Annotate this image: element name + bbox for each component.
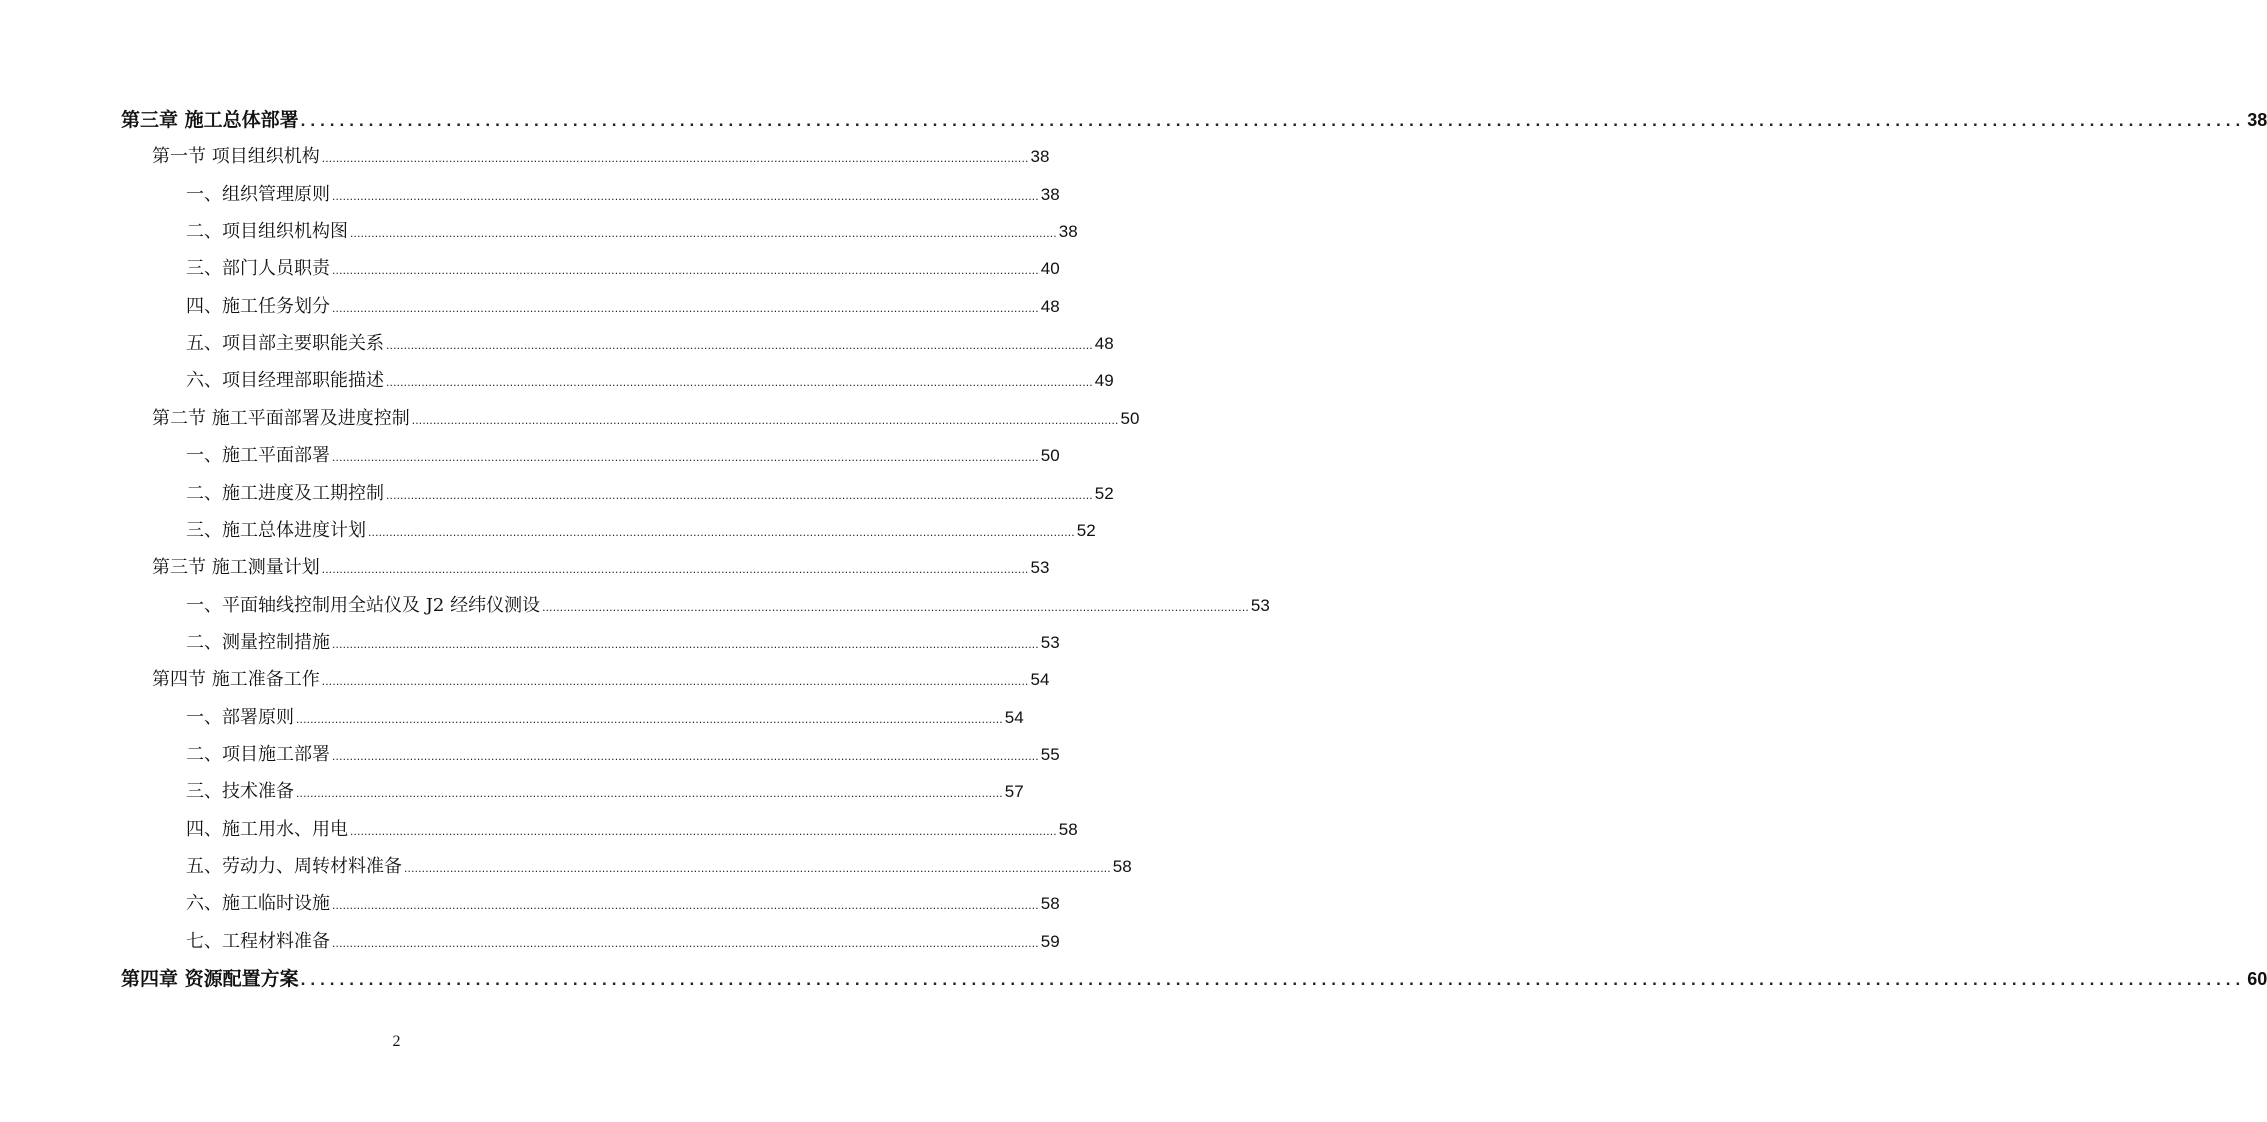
toc-entry-item[interactable]: [186, 627, 1060, 655]
toc-entry-page: 38: [1030, 147, 1050, 167]
toc-entry-page: 55: [1040, 744, 1060, 764]
toc-entry-item[interactable]: [186, 776, 1024, 804]
dot-leader: ........................................................................................................................................................................................................: [404, 861, 1111, 875]
toc-entry-label: 一、部署原则: [186, 706, 294, 728]
dot-leader: ........................................................................................................................................................................................................: [332, 263, 1039, 278]
toc-entry-page: 49: [1094, 371, 1114, 391]
dot-leader: ........................................................................................................................................................................................................: [321, 562, 1029, 577]
toc-entry-item[interactable]: [186, 702, 1024, 730]
toc-entry-label: 三、部门人员职责: [186, 258, 330, 280]
toc-entry-page: 38: [2247, 110, 2267, 130]
toc-entry-page: 52: [1076, 520, 1096, 540]
toc-entry-label: 三、技术准备: [186, 781, 294, 803]
toc-entry-item[interactable]: [186, 814, 1078, 842]
toc-entry-label: 一、组织管理原则: [186, 183, 330, 205]
toc-entry-item[interactable]: [186, 365, 1114, 393]
toc-entry-label: 四、施工用水、用电: [186, 818, 348, 840]
toc-entry-item[interactable]: [186, 478, 1114, 506]
toc-entry-item[interactable]: [186, 179, 1060, 207]
toc-entry-item[interactable]: [186, 590, 1270, 618]
toc-entry-label: 四、施工任务划分: [186, 295, 330, 317]
toc-entry-item[interactable]: [186, 926, 1060, 954]
toc-entry-item[interactable]: [186, 851, 1132, 879]
toc-entry-label: 一、施工平面部署: [186, 445, 330, 467]
toc-entry-chapter[interactable]: [121, 963, 2267, 991]
dot-leader: ........................................................................................................................................................................................................: [350, 823, 1057, 838]
dot-leader: ........................................................................................................................................................................................................: [386, 338, 1093, 353]
toc-entry-item[interactable]: [186, 253, 1060, 281]
toc-entry-item[interactable]: [186, 888, 1060, 916]
toc-entry-section[interactable]: [152, 141, 1050, 169]
dot-leader: ........................................................................................................................................................................................................: [542, 599, 1249, 614]
dot-leader: ........................................................................................................................................................................................................: [332, 188, 1039, 203]
toc-entry-page: 58: [1112, 857, 1132, 876]
toc-entry-label: 一、平面轴线控制用全站仪及 J2 经纬仪测设: [186, 594, 541, 616]
toc-entry-item[interactable]: [186, 291, 1060, 319]
toc-entry-chapter[interactable]: [121, 104, 2267, 132]
toc-entry-page: 53: [1250, 595, 1270, 615]
dot-leader: ........................................................................................................................................................................................................: [386, 487, 1093, 502]
toc-entry-page: 50: [1120, 408, 1140, 428]
toc-entry-page: 48: [1040, 296, 1060, 316]
toc-entry-page: 58: [1040, 894, 1060, 914]
dot-leader: ........................................................................................................................................................................................................: [332, 450, 1039, 465]
toc-entry-item[interactable]: [186, 440, 1060, 468]
toc-entry-label: 五、劳动力、周转材料准备: [186, 856, 402, 877]
toc-entry-section[interactable]: [152, 552, 1050, 580]
toc-entry-page: 38: [1058, 222, 1078, 242]
toc-entry-page: 48: [1094, 334, 1114, 354]
toc-entry-page: 40: [1040, 259, 1060, 279]
dot-leader: ........................................................................................................................................................................................................: [332, 636, 1039, 651]
toc-entry-item[interactable]: [186, 515, 1096, 543]
toc-entry-label: 六、施工临时设施: [186, 893, 330, 915]
dot-leader: ........................................................................................................................................................................................................: [350, 226, 1057, 241]
dot-leader: ........................................................................................................................................................................................................: [300, 970, 2246, 990]
toc-entry-label: 二、测量控制措施: [186, 631, 330, 653]
dot-leader: ........................................................................................................................................................................................................: [296, 786, 1003, 801]
dot-leader: ........................................................................................................................................................................................................: [321, 151, 1029, 166]
toc-entry-page: 53: [1030, 558, 1050, 578]
toc-entry-page: 60: [2247, 969, 2267, 990]
toc-entry-label: 二、项目施工部署: [186, 743, 330, 765]
toc-entry-section[interactable]: [152, 664, 1050, 692]
toc-entry-page: 54: [1004, 707, 1024, 727]
dot-leader: ........................................................................................................................................................................................................: [332, 300, 1039, 315]
dot-leader: ........................................................................................................................................................................................................: [386, 375, 1093, 390]
toc-entry-label: 第四节 施工准备工作: [152, 669, 320, 691]
dot-leader: ........................................................................................................................................................................................................: [411, 412, 1119, 427]
dot-leader: ........................................................................................................................................................................................................: [321, 674, 1029, 689]
toc-entry-label: 三、施工总体进度计划: [186, 519, 366, 541]
toc-entry-label: 二、项目组织机构图: [186, 221, 348, 243]
dot-leader: ........................................................................................................................................................................................................: [300, 111, 2246, 130]
toc-entry-label: 第四章 资源配置方案: [121, 968, 299, 991]
dot-leader: ........................................................................................................................................................................................................: [332, 748, 1039, 763]
toc-entry-item[interactable]: [186, 328, 1114, 356]
toc-entry-page: 54: [1030, 670, 1050, 690]
dot-leader: ........................................................................................................................................................................................................: [332, 935, 1039, 950]
dot-leader: ........................................................................................................................................................................................................: [296, 711, 1003, 726]
toc-entry-label: 第二节 施工平面部署及进度控制: [152, 407, 410, 429]
toc-entry-label: 第三章 施工总体部署: [121, 109, 299, 131]
dot-leader: ........................................................................................................................................................................................................: [332, 898, 1039, 913]
toc-entry-page: 53: [1040, 632, 1060, 652]
toc-entry-page: 50: [1040, 446, 1060, 466]
toc-entry-page: 52: [1094, 483, 1114, 503]
toc-entry-page: 58: [1058, 819, 1078, 839]
toc-entry-item[interactable]: [186, 739, 1060, 767]
toc-entry-label: 第三节 施工测量计划: [152, 557, 320, 579]
toc-entry-item[interactable]: [186, 216, 1078, 244]
page-number: 2: [392, 1033, 401, 1050]
toc-entry-section[interactable]: [152, 403, 1140, 431]
toc-entry-label: 五、项目部主要职能关系: [186, 333, 384, 355]
toc-entry-page: 57: [1004, 782, 1024, 802]
toc-entry-label: 六、项目经理部职能描述: [186, 370, 384, 392]
toc-entry-page: 38: [1040, 184, 1060, 204]
dot-leader: ........................................................................................................................................................................................................: [368, 524, 1075, 539]
toc-entry-label: 第一节 项目组织机构: [152, 146, 320, 168]
toc-entry-page: 59: [1040, 931, 1060, 951]
toc-entry-label: 二、施工进度及工期控制: [186, 482, 384, 504]
toc-entry-label: 七、工程材料准备: [186, 930, 330, 952]
